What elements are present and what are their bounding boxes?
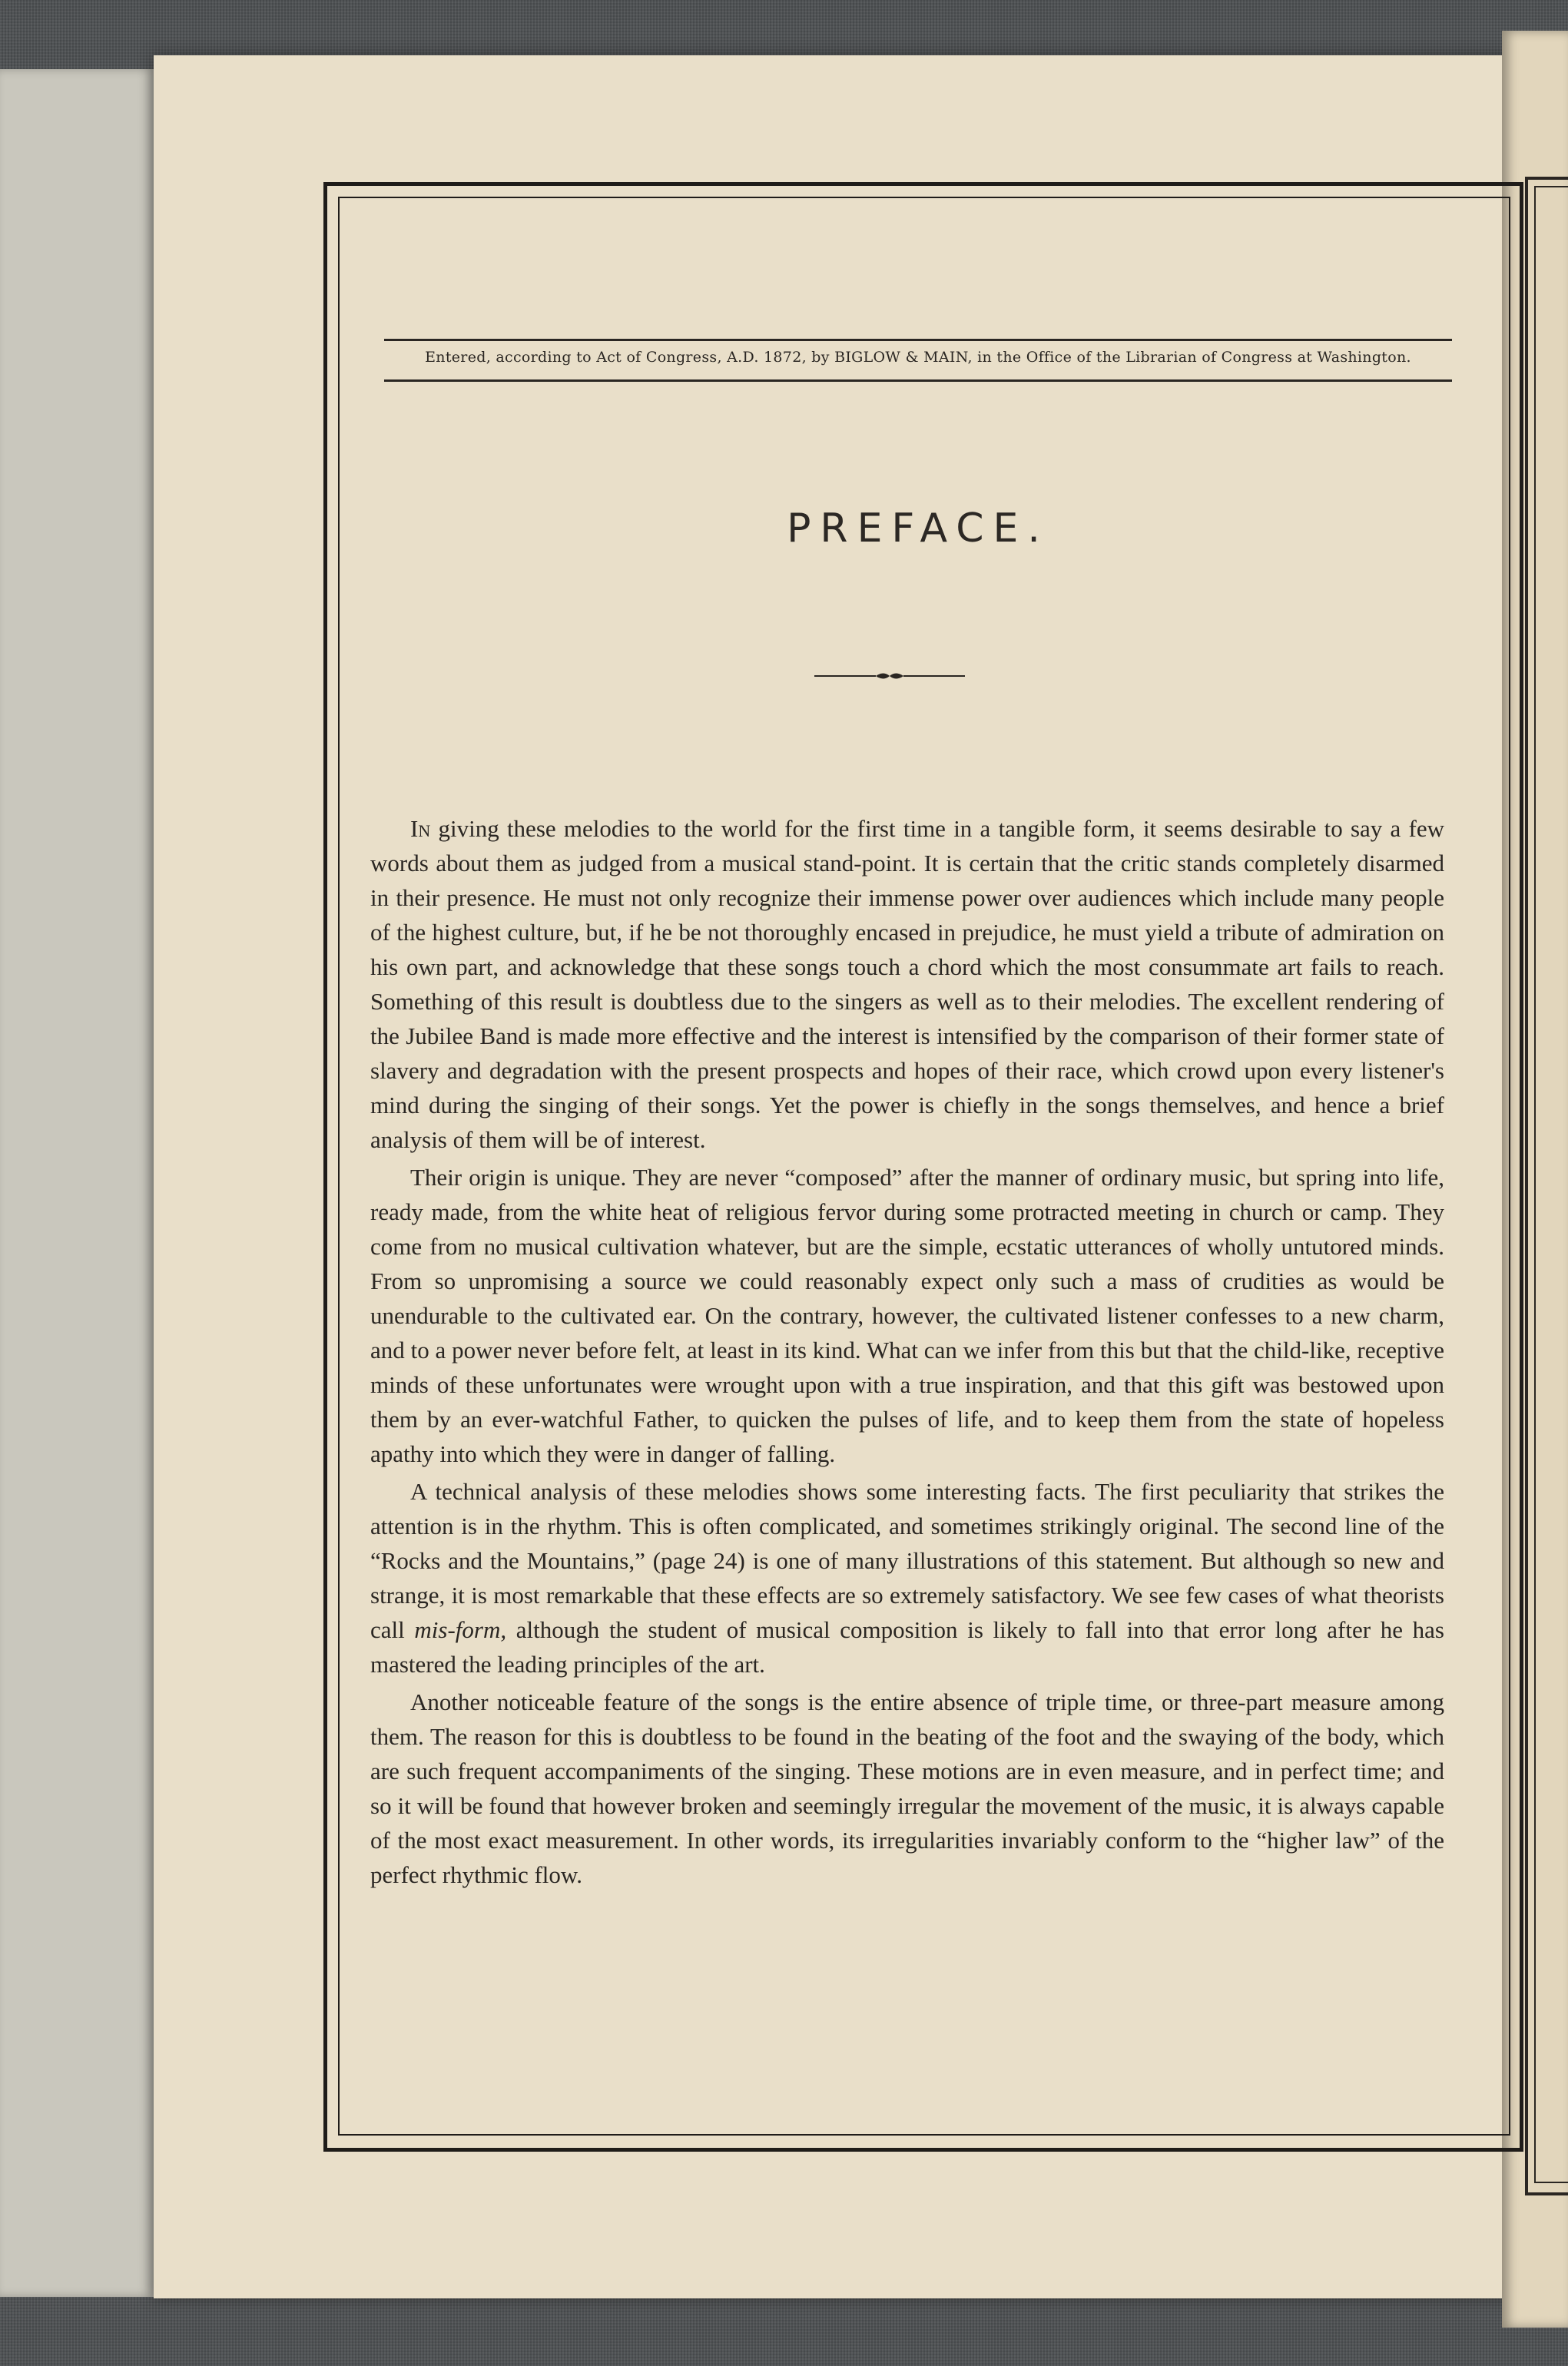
preface-body [370, 811, 1444, 1895]
copyright-rule-bottom [384, 379, 1452, 382]
paragraph-lead: In [410, 815, 431, 842]
paragraph-text-after: although the student of musical composition is likely to fall into that error long after he has mastered the leading principles of the art. [370, 1616, 1444, 1678]
paragraph-2: Their origin is unique. They are never “composed” after the manner of ordinary music, but spring into life, ready made, from the white heat of religious fervor during some protracted meeting in church or camp. They come from no musical cultivation whatever, but are the simple, ecstatic utterances of wholly untutored minds. From so unpromising a source we could reasonably expect only such a mass of crudities as would be unendurable to the cultivated ear. On the contrary, however, the cultivated listener confesses to a new charm, and to a power never before felt, at least in its kind. What can we infer from this but that the child-like, receptive minds of these unfortunates were wrought upon with a true inspiration, and that this gift was bestowed upon them by an ever-watchful Father, to quicken the pulses of life, and to keep them from the state of hopeless apathy into which they were in danger of falling. [370, 1164, 1444, 1467]
paragraph-text-before: A technical analysis of these melodies shows some interesting facts. The first peculiarity that strikes the attention is in the rhythm. This is often complicated, and sometimes strikingly original. The second line of the “Rocks and the Mountains,” (page 24) is one of many illustrations of this statement. But although so new and strange, it is most remarkable that these effects are so extremely satisfactory. We see few cases of what theorists call [370, 1478, 1444, 1643]
paragraph-1 [370, 811, 1444, 1157]
ornament-divider [814, 668, 965, 684]
copyright-rule-top [384, 339, 1452, 341]
copyright-notice: Entered, according to Act of Congress, A.D. 1872, by BIGLOW & MAIN, in the Office of the Librarian of Congress at Washington. [425, 349, 1411, 366]
left-endpaper [0, 69, 154, 2297]
paragraph-3 [370, 1474, 1444, 1682]
paragraph-4: Another noticeable feature of the songs is the entire absence of triple time, or three-part measure among them. The reason for this is doubtless to be found in the beating of the foot and the swaying of the body, which are such frequent accompaniments of the singing. These motions are in even measure, and in perfect time; and so it will be found that however broken and seemingly irregular the movement of the music, it is always capable of the most exact measurement. In other words, its irregularities invariably conform to the “higher law” of the perfect rhythmic flow. [370, 1688, 1444, 1888]
next-page-frame-inner [1534, 186, 1568, 2183]
paragraph-emphasis: mis-form, [414, 1616, 507, 1643]
paragraph-text: giving these melodies to the world for the first time in a tangible form, it seems desirable to say a few words about them as judged from a musical stand-point. It is certain that the critic stands completely disarmed in their presence. He must not only recognize their immense power over audiences which include many people of the highest culture, but, if he be not thoroughly encased in prejudice, he must yield a tribute of admiration on his own part, and acknowledge that these songs touch a chord which the most consummate art fails to reach. Something of this result is doubtless due to the singers as well as to their melodies. The excellent rendering of the Jubilee Band is made more effective and the interest is intensified by the comparison of their former state of slavery and degradation with the present prospects and hopes of their race, which crowd upon every listener's mind during the singing of their songs. Yet the power is chiefly in the songs themselves, and hence a brief analysis of them will be of interest. [370, 815, 1444, 1153]
page-title: PREFACE. [787, 505, 1049, 552]
